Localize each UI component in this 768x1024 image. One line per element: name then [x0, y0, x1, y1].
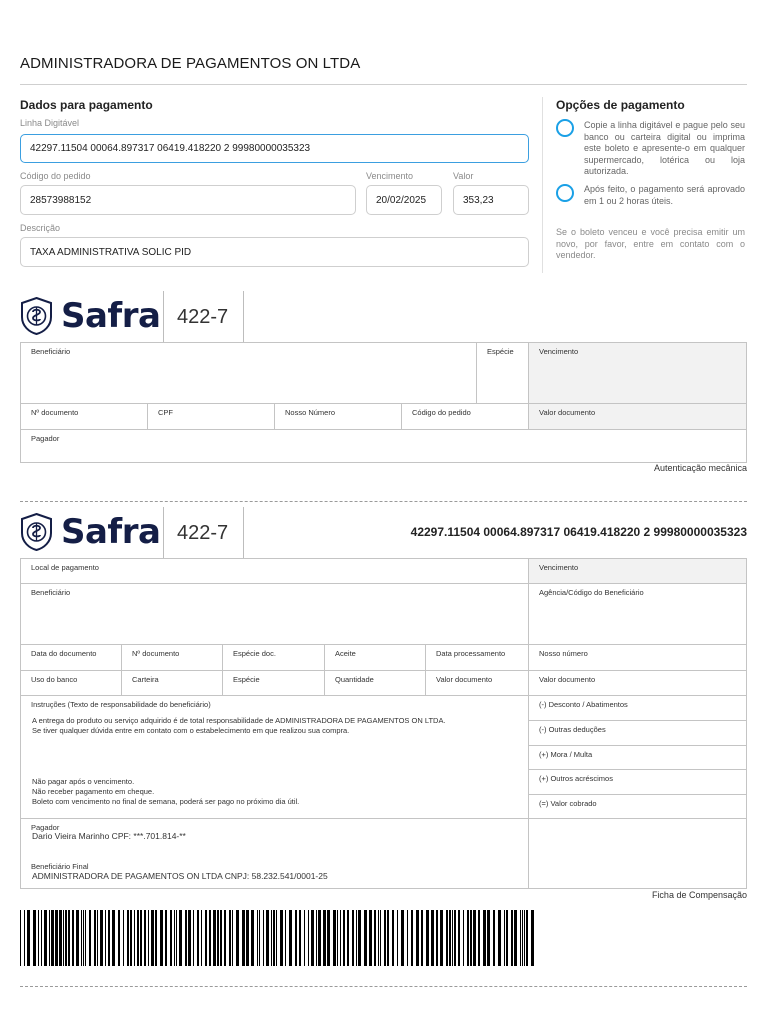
barcode-bar: [333, 910, 336, 966]
barcode-bar: [483, 910, 486, 966]
bank-code: 422-7: [177, 306, 229, 328]
barcode-bar: [176, 910, 177, 966]
barcode: [20, 910, 536, 966]
receipt-ndocumento-label: Nº documento: [31, 408, 79, 417]
linha-digitavel-field[interactable]: [20, 134, 529, 163]
barcode-bar: [89, 910, 91, 966]
receipt-codigo-pedido-label: Código do pedido: [412, 408, 471, 417]
barcode-bar: [118, 910, 120, 966]
barcode-bar: [524, 910, 525, 966]
slip-nosso-numero-cell: [529, 645, 746, 671]
barcode-bar: [201, 910, 202, 966]
barcode-bar: [347, 910, 349, 966]
agencia-cell: [529, 584, 746, 645]
barcode-bar: [440, 910, 443, 966]
payment-options-title: Opções de pagamento: [556, 98, 685, 112]
barcode-bar: [44, 910, 47, 966]
receipt-valor-documento-cell: [529, 404, 746, 430]
barcode-bar: [504, 910, 505, 966]
barcode-bar: [205, 910, 207, 966]
local-pagamento-cell: [21, 559, 529, 584]
barcode-bar: [213, 910, 216, 966]
valor-cobrado-label: (=) Valor cobrado: [539, 799, 597, 808]
expired-note: Se o boleto venceu e você precisa emitir um novo, por favor, entre em contato com o vendedor.: [556, 227, 745, 260]
barcode-bar: [384, 910, 386, 966]
barcode-bar: [454, 910, 456, 966]
barcode-bar: [123, 910, 124, 966]
bank-code: 422-7: [177, 522, 229, 544]
receipt-cpf-cell: [148, 404, 275, 430]
barcode-bar: [411, 910, 413, 966]
barcode-bar: [259, 910, 260, 966]
vencimento-label: Vencimento: [366, 171, 414, 181]
barcode-bar: [41, 910, 42, 966]
barcode-bar: [209, 910, 211, 966]
barcode-bar: [467, 910, 469, 966]
slip-nosso-numero-label: Nosso número: [539, 649, 588, 658]
bank-name: Safra: [61, 296, 161, 336]
receipt-beneficiario-label: Beneficiário: [31, 347, 71, 356]
barcode-bar: [374, 910, 376, 966]
barcode-bar: [160, 910, 163, 966]
uso-banco-label: Uso do banco: [31, 675, 78, 684]
barcode-bar: [316, 910, 317, 966]
data-processamento-cell: [426, 645, 529, 671]
barcode-bar: [63, 910, 64, 966]
barcode-bar: [392, 910, 394, 966]
slip-grid: [20, 558, 747, 889]
instrucoes-line1: A entrega do produto ou serviço adquirido é de total responsabilidade de ADMINISTRADORA DE PAGAMENTOS ON LTDA.: [32, 716, 446, 725]
barcode-bar: [59, 910, 62, 966]
barcode-bar: [51, 910, 54, 966]
autenticacao-label: Autenticação mecânica: [653, 463, 747, 473]
receipt-especie-cell: [477, 343, 529, 404]
barcode-bar: [108, 910, 110, 966]
barcode-bar: [236, 910, 239, 966]
instrucoes-line2: Se tiver qualquer dúvida entre em contato com o estabelecimento em que realizou sua compra.: [32, 726, 350, 735]
safra-seal-icon: [20, 297, 53, 335]
barcode-bar: [449, 910, 451, 966]
desconto-cell: [529, 696, 746, 721]
barcode-bar: [452, 910, 453, 966]
barcode-bar: [369, 910, 372, 966]
data-documento-label: Data do documento: [31, 649, 97, 658]
receipt-grid: [20, 342, 747, 463]
valor-label: Valor: [453, 171, 474, 181]
barcode-bar: [251, 910, 254, 966]
barcode-bar: [33, 910, 36, 966]
barcode-bar: [473, 910, 476, 966]
barcode-bar: [364, 910, 367, 966]
barcode-bar: [493, 910, 495, 966]
barcode-bar: [520, 910, 521, 966]
codigo-pedido-field[interactable]: [20, 185, 356, 215]
barcode-bar: [94, 910, 96, 966]
barcode-bar: [232, 910, 233, 966]
slip-vencimento-cell: [529, 559, 746, 584]
carteira-label: Carteira: [132, 675, 159, 684]
descricao-field[interactable]: [20, 237, 529, 267]
barcode-bar: [308, 910, 309, 966]
slip-ndocumento-cell: [122, 645, 223, 671]
barcode-bar: [407, 910, 408, 966]
receipt-vencimento-label: Vencimento: [539, 347, 579, 356]
barcode-bar: [140, 910, 142, 966]
receipt-pagador-cell: [21, 430, 746, 462]
option-copy-text: Copie a linha digitável e pague pelo seu banco ou carteira digital ou imprima este boleto e apresente-o em qualquer supermercado, lotérica ou loja autorizada.: [584, 120, 745, 176]
slip-ndocumento-label: Nº documento: [132, 649, 180, 658]
barcode-bar: [266, 910, 269, 966]
agencia-label: Agência/Código do Beneficiário: [539, 588, 644, 597]
barcode-bar: [134, 910, 135, 966]
codigo-pedido-label: Código do pedido: [20, 171, 91, 181]
linha-digitavel-value: 42297.11504 00064.897317 06419.418220 2 99980000035323: [30, 143, 311, 154]
barcode-bar: [358, 910, 361, 966]
valor-documento-right-label: Valor documento: [539, 675, 596, 684]
barcode-bar: [352, 910, 354, 966]
barcode-bar: [487, 910, 490, 966]
local-pagamento-label: Local de pagamento: [31, 563, 99, 572]
barcode-bar: [426, 910, 429, 966]
barcode-bar: [65, 910, 67, 966]
receipt-nosso-numero-cell: [275, 404, 402, 430]
barcode-bar: [127, 910, 129, 966]
slip-pagador-label: Pagador: [31, 823, 60, 832]
barcode-bar: [295, 910, 297, 966]
cut-line-bottom: [20, 986, 747, 987]
slip-beneficiario-cell: [21, 584, 529, 645]
slip-vencimento-label: Vencimento: [539, 563, 579, 572]
barcode-bar: [416, 910, 419, 966]
barcode-bar: [304, 910, 305, 966]
outras-deducoes-cell: [529, 721, 746, 746]
barcode-bar: [81, 910, 82, 966]
barcode-bar: [130, 910, 132, 966]
valor-documento-right-cell: [529, 671, 746, 696]
barcode-bar: [55, 910, 58, 966]
aviso-line3: Boleto com vencimento no final de semana, poderá ser pago no próximo dia útil.: [32, 797, 300, 806]
slip-especie-cell: [223, 671, 325, 696]
barcode-bar: [356, 910, 357, 966]
valor-cobrado-cell: [529, 795, 746, 819]
barcode-bar: [401, 910, 404, 966]
data-documento-cell: [21, 645, 122, 671]
receipt-especie-label: Espécie: [487, 347, 514, 356]
barcode-bar: [185, 910, 187, 966]
barcode-bar: [72, 910, 74, 966]
outras-deducoes-label: (-) Outras deduções: [539, 725, 606, 734]
receipt-codigo-pedido-cell: [402, 404, 529, 430]
especie-doc-label: Espécie doc.: [233, 649, 276, 658]
slip-pagador-value: Dario Vieira Marinho CPF: ***.701.814-**: [32, 831, 186, 841]
safra-seal-icon: [20, 513, 53, 551]
beneficiario-final-label: Beneficiário Final: [31, 862, 89, 871]
bank-logo-receipt: [20, 296, 160, 336]
slip-especie-label: Espécie: [233, 675, 260, 684]
receipt-valor-documento-label: Valor documento: [539, 408, 596, 417]
barcode-bar: [193, 910, 194, 966]
barcode-bar: [27, 910, 30, 966]
barcode-bar: [179, 910, 182, 966]
slip-pagador-cell: [21, 819, 529, 888]
slip-pagador-right-cell: [529, 819, 746, 888]
barcode-bar: [97, 910, 98, 966]
bank-separator: [163, 507, 164, 559]
valor-value: 353,23: [463, 194, 494, 206]
barcode-bar: [105, 910, 106, 966]
cut-line: [20, 501, 747, 502]
codigo-pedido-value: 28573988152: [30, 194, 92, 206]
aceite-label: Aceite: [335, 649, 356, 658]
barcode-bar: [280, 910, 283, 966]
barcode-bar: [289, 910, 292, 966]
valor-documento-mid-cell: [426, 671, 529, 696]
bank-separator: [243, 507, 244, 559]
receipt-beneficiario-cell: [21, 343, 477, 404]
barcode-bar: [478, 910, 480, 966]
barcode-bar: [174, 910, 175, 966]
receipt-cpf-label: CPF: [158, 408, 173, 417]
section-divider: [542, 97, 543, 273]
barcode-bar: [263, 910, 264, 966]
bank-separator: [163, 291, 164, 343]
barcode-bar: [49, 910, 50, 966]
barcode-bar: [323, 910, 326, 966]
barcode-bar: [100, 910, 103, 966]
barcode-bar: [246, 910, 249, 966]
barcode-bar: [20, 910, 21, 966]
mora-label: (+) Mora / Multa: [539, 750, 593, 759]
receipt-nosso-numero-label: Nosso Número: [285, 408, 336, 417]
barcode-bar: [137, 910, 139, 966]
descricao-label: Descrição: [20, 223, 61, 233]
barcode-bar: [340, 910, 341, 966]
barcode-bar: [531, 910, 534, 966]
barcode-bar: [229, 910, 231, 966]
outros-acrescimos-cell: [529, 770, 746, 795]
barcode-bar: [68, 910, 70, 966]
barcode-bar: [85, 910, 86, 966]
barcode-bar: [397, 910, 398, 966]
company-title: ADMINISTRADORA DE PAGAMENTOS ON LTDA: [20, 55, 361, 72]
bank-name: Safra: [61, 512, 161, 552]
barcode-bar: [436, 910, 438, 966]
mora-cell: [529, 746, 746, 770]
barcode-bar: [76, 910, 79, 966]
data-processamento-label: Data processamento: [436, 649, 506, 658]
barcode-bar: [276, 910, 277, 966]
barcode-bar: [498, 910, 501, 966]
barcode-bar: [421, 910, 423, 966]
barcode-bar: [380, 910, 381, 966]
carteira-cell: [122, 671, 223, 696]
barcode-bar: [165, 910, 167, 966]
barcode-bar: [506, 910, 508, 966]
barcode-bar: [170, 910, 172, 966]
bank-separator: [243, 291, 244, 343]
barcode-bar: [514, 910, 517, 966]
barcode-bar: [112, 910, 115, 966]
linha-digitavel-label: Linha Digitável: [20, 118, 80, 128]
barcode-bar: [242, 910, 245, 966]
barcode-bar: [511, 910, 513, 966]
barcode-bar: [220, 910, 222, 966]
barcode-bar: [197, 910, 199, 966]
quantidade-cell: [325, 671, 426, 696]
barcode-bar: [299, 910, 301, 966]
receipt-pagador-label: Pagador: [31, 434, 60, 443]
slip-linha-digitavel: 42297.11504 00064.897317 06419.418220 2 99980000035323: [410, 525, 747, 539]
option-approval-radio[interactable]: [556, 184, 574, 202]
barcode-bar: [470, 910, 472, 966]
barcode-bar: [337, 910, 338, 966]
vencimento-field[interactable]: [366, 185, 442, 215]
barcode-bar: [155, 910, 157, 966]
barcode-bar: [431, 910, 434, 966]
barcode-bar: [463, 910, 464, 966]
barcode-bar: [318, 910, 321, 966]
barcode-bar: [378, 910, 379, 966]
barcode-bar: [526, 910, 528, 966]
outros-acrescimos-label: (+) Outros acréscimos: [539, 774, 613, 783]
barcode-bar: [151, 910, 154, 966]
especie-doc-cell: [223, 645, 325, 671]
aceite-cell: [325, 645, 426, 671]
barcode-bar: [224, 910, 226, 966]
barcode-bar: [387, 910, 389, 966]
vencimento-value: 20/02/2025: [376, 194, 427, 206]
barcode-bar: [188, 910, 191, 966]
barcode-bar: [522, 910, 523, 966]
barcode-bar: [24, 910, 25, 966]
desconto-label: (-) Desconto / Abatimentos: [539, 700, 628, 709]
receipt-vencimento-cell: [529, 343, 746, 404]
option-approval-text: Após feito, o pagamento será aprovado em 1 ou 2 horas úteis.: [584, 184, 745, 206]
ficha-compensacao-label: Ficha de Compensação: [651, 890, 747, 900]
barcode-bar: [217, 910, 219, 966]
valor-field[interactable]: [453, 185, 529, 215]
beneficiario-final-value: ADMINISTRADORA DE PAGAMENTOS ON LTDA CNPJ: 58.232.541/0001-25: [32, 871, 328, 881]
receipt-ndocumento-cell: [21, 404, 148, 430]
barcode-bar: [273, 910, 275, 966]
aviso-line2: Não receber pagamento em cheque.: [32, 787, 155, 796]
descricao-value: TAXA ADMINISTRATIVA SOLIC PID: [30, 246, 192, 258]
payment-data-title: Dados para pagamento: [20, 98, 153, 112]
option-copy-radio[interactable]: [556, 119, 574, 137]
instrucoes-label: Instruções (Texto de responsabilidade do beneficiário): [31, 700, 211, 709]
barcode-bar: [327, 910, 330, 966]
barcode-bar: [458, 910, 460, 966]
slip-beneficiario-label: Beneficiário: [31, 588, 71, 597]
bank-logo-slip: [20, 512, 160, 552]
instrucoes-cell: [21, 696, 529, 819]
barcode-bar: [83, 910, 84, 966]
barcode-bar: [257, 910, 258, 966]
quantidade-label: Quantidade: [335, 675, 374, 684]
barcode-bar: [311, 910, 314, 966]
barcode-bar: [285, 910, 286, 966]
barcode-bar: [271, 910, 272, 966]
header-divider: [20, 84, 747, 85]
barcode-bar: [343, 910, 345, 966]
uso-banco-cell: [21, 671, 122, 696]
barcode-bar: [446, 910, 448, 966]
barcode-bar: [144, 910, 146, 966]
barcode-bar: [38, 910, 39, 966]
aviso-line1: Não pagar após o vencimento.: [32, 777, 135, 786]
barcode-bar: [148, 910, 149, 966]
valor-documento-mid-label: Valor documento: [436, 675, 493, 684]
